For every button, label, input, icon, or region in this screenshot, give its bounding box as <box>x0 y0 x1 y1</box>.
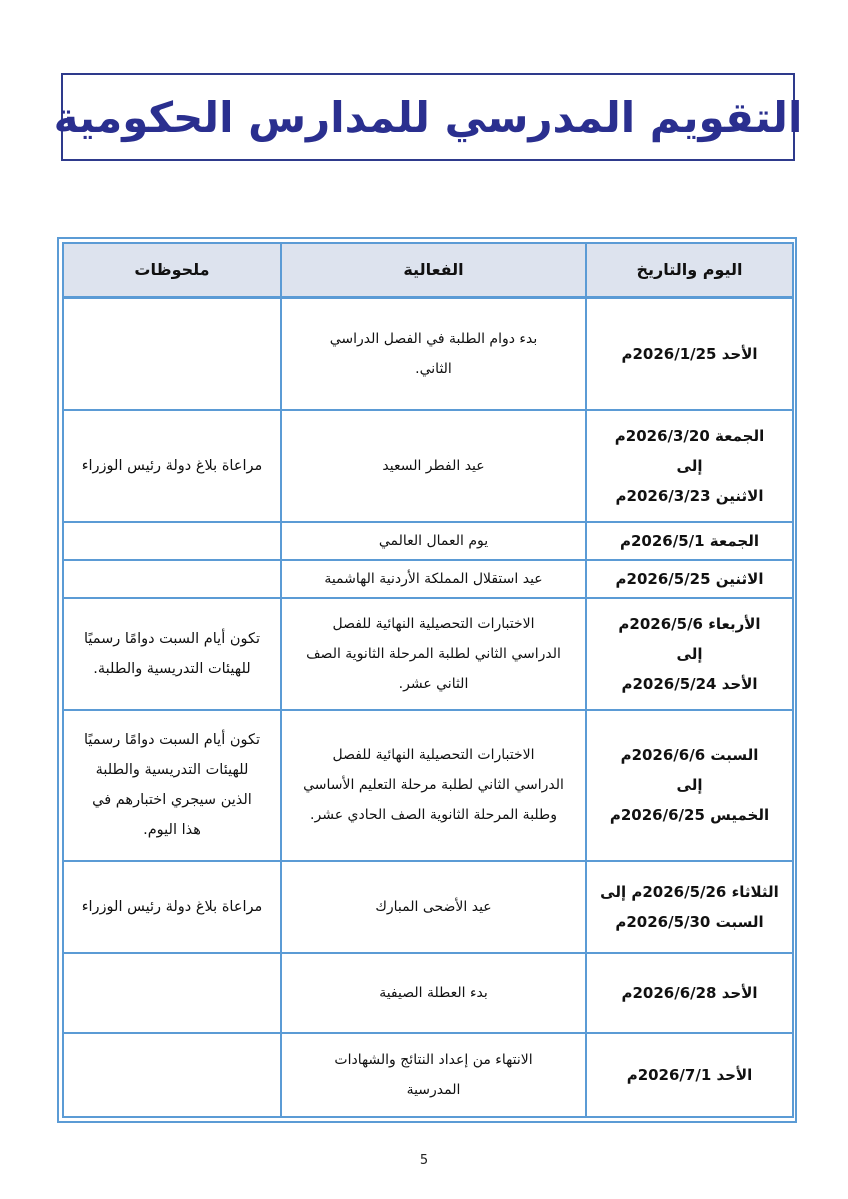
notes-cell <box>63 560 281 598</box>
date-cell <box>586 298 793 410</box>
table-row <box>63 598 793 710</box>
table-row <box>63 410 793 522</box>
date-cell <box>586 710 793 860</box>
event-cell <box>281 522 586 560</box>
event-cell-line: عيد استقلال المملكة الأردنية الهاشمية <box>324 571 543 587</box>
event-cell <box>281 1033 586 1117</box>
notes-cell <box>63 861 281 953</box>
notes-cell-line: للهيئات التدريسية والطلبة. <box>93 661 251 678</box>
table-row <box>63 1033 793 1117</box>
notes-cell-line: هذا اليوم. <box>143 822 201 839</box>
event-cell-line: بدء العطلة الصيفية <box>379 984 488 1001</box>
notes-cell-line: تكون أيام السبت دوامًا رسميًا <box>83 732 261 749</box>
date-cell <box>586 953 793 1033</box>
event-cell <box>281 953 586 1033</box>
title-box <box>53 73 803 161</box>
table-row <box>63 522 793 560</box>
notes-cell-line: مراعاة بلاغ دولة رئيس الوزراء <box>81 898 263 915</box>
table-row <box>63 861 793 953</box>
event-cell-line: المدرسية <box>406 1081 461 1098</box>
event-cell-line: عيد الأضحى المبارك <box>375 898 492 915</box>
notes-cell-line: مراعاة بلاغ دولة رئيس الوزراء <box>81 457 263 474</box>
date-cell-line: الأحد 2026/1/25م <box>621 344 758 363</box>
date-cell-line: الأحد 2026/5/24م <box>621 675 758 694</box>
date-cell-line: الاثنين 2026/5/25م <box>615 570 764 588</box>
calendar-table-frame <box>57 237 797 1123</box>
event-cell-line: الثاني عشر. <box>398 676 469 693</box>
page-title: التقويم المدرسي للمدارس الحكومية <box>53 92 803 142</box>
column-header-date: اليوم والتاريخ <box>586 243 793 298</box>
notes-cell-line: الذين سيجري اختبارهم في <box>92 792 252 809</box>
event-cell-line: الثاني. <box>415 360 452 377</box>
date-cell <box>586 598 793 710</box>
notes-cell <box>63 953 281 1033</box>
table-row <box>63 560 793 598</box>
date-cell-line: الخميس 2026/6/25م <box>609 806 770 825</box>
event-cell <box>281 861 586 953</box>
date-cell-line: السبت 2026/6/6م <box>620 746 759 765</box>
table-header-row <box>63 243 793 298</box>
event-cell-line: الاختبارات التحصيلية النهائية للفصل <box>332 616 535 633</box>
date-cell-line: الأحد 2026/7/1م <box>626 1065 753 1084</box>
column-header-event: الفعالية <box>281 243 586 298</box>
event-cell <box>281 560 586 598</box>
date-cell-line: الثلاثاء 2026/5/26م إلى <box>600 882 779 901</box>
event-cell-line: الاختبارات التحصيلية النهائية للفصل <box>332 747 535 764</box>
table-row <box>63 953 793 1033</box>
event-cell-line: بدء دوام الطلبة في الفصل الدراسي <box>329 330 538 347</box>
date-cell <box>586 1033 793 1117</box>
notes-cell <box>63 598 281 710</box>
notes-cell-line: تكون أيام السبت دوامًا رسميًا <box>83 631 261 648</box>
event-cell-line: الانتهاء من إعداد النتائج والشهادات <box>334 1051 533 1068</box>
date-cell-line: إلى <box>676 645 703 664</box>
event-cell <box>281 410 586 522</box>
notes-cell <box>63 1033 281 1117</box>
event-cell-line: وطلبة المرحلة الثانوية الصف الحادي عشر. <box>310 807 557 824</box>
date-cell-line: إلى <box>676 776 703 795</box>
date-cell-line: إلى <box>676 456 703 475</box>
date-cell-line: الجمعة 2026/5/1م <box>619 531 760 550</box>
calendar-table <box>62 242 794 1118</box>
event-cell-line: الدراسي الثاني لطلبة مرحلة التعليم الأساسي <box>303 777 564 794</box>
notes-cell <box>63 710 281 860</box>
date-cell-line: الأحد 2026/6/28م <box>621 983 758 1002</box>
table-row <box>63 710 793 860</box>
table-body <box>63 298 793 1118</box>
date-cell <box>586 410 793 522</box>
event-cell <box>281 710 586 860</box>
date-cell <box>586 861 793 953</box>
date-cell <box>586 560 793 598</box>
column-header-notes: ملحوظات <box>63 243 281 298</box>
event-cell-line: عيد الفطر السعيد <box>382 457 485 474</box>
date-cell-line: السبت 2026/5/30م <box>615 912 764 931</box>
notes-cell-line: للهيئات التدريسية والطلبة <box>95 762 249 779</box>
table-row <box>63 298 793 410</box>
notes-cell <box>63 410 281 522</box>
notes-cell <box>63 522 281 560</box>
event-cell <box>281 298 586 410</box>
date-cell-line: الاثنين 2026/3/23م <box>615 486 764 505</box>
date-cell <box>586 522 793 560</box>
event-cell <box>281 598 586 710</box>
event-cell-line: الدراسي الثاني لطلبة المرحلة الثانوية الصف <box>306 646 561 663</box>
date-cell-line: الجمعة 2026/3/20م <box>614 426 765 445</box>
event-cell-line: يوم العمال العالمي <box>378 532 489 549</box>
page-number: 5 <box>419 1153 429 1168</box>
notes-cell <box>63 298 281 410</box>
date-cell-line: الأربعاء 2026/5/6م <box>618 615 761 634</box>
